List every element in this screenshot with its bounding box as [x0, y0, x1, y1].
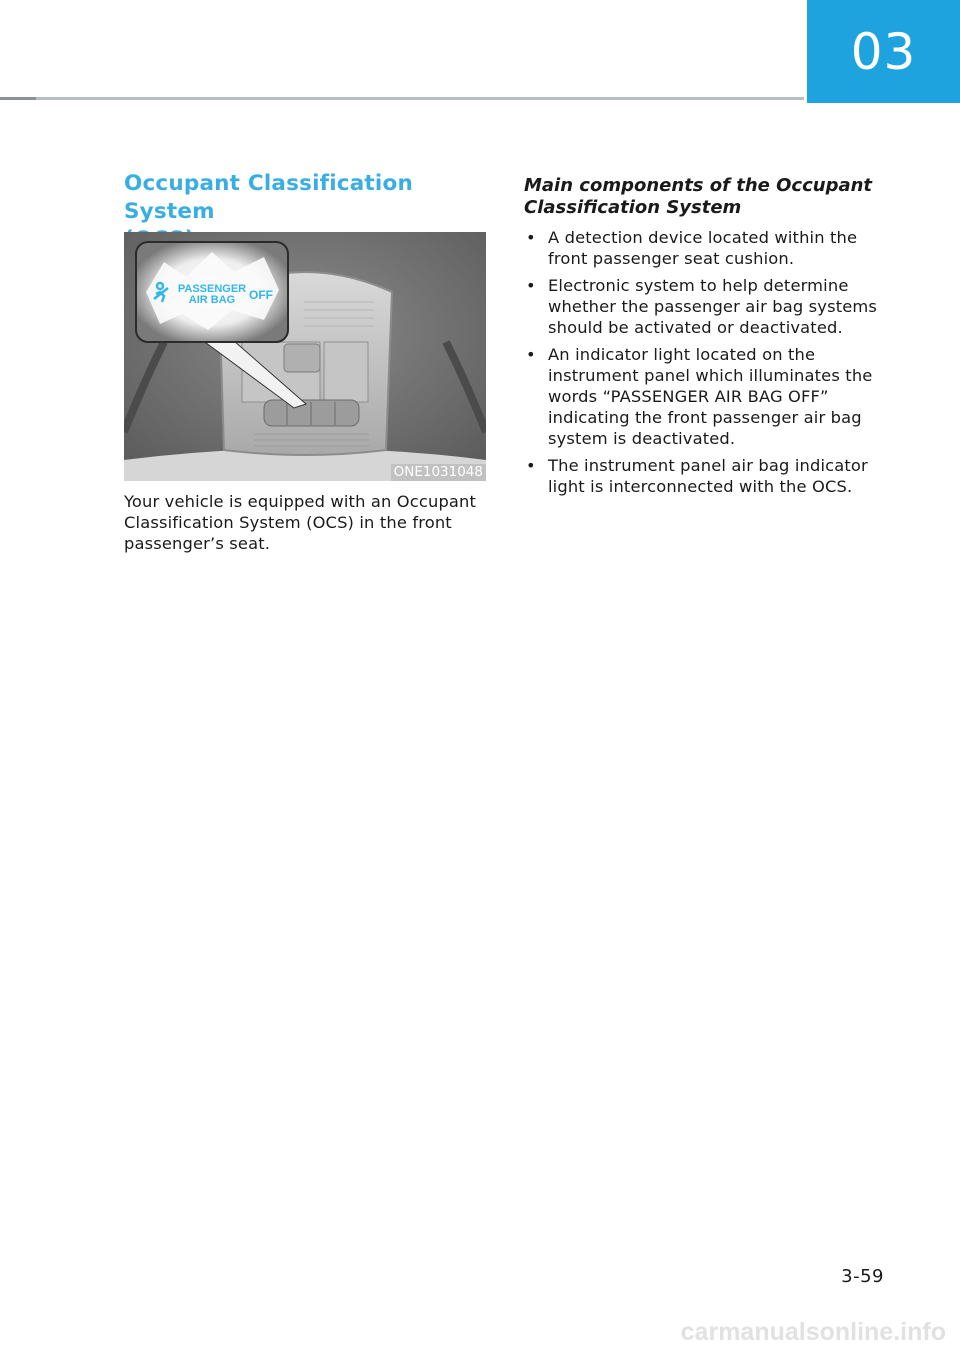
right-column	[524, 175, 894, 503]
indicator-off: OFF	[249, 288, 273, 302]
list-item	[524, 344, 894, 449]
bullet-icon: •	[526, 228, 536, 247]
components-title-line2: Classification System	[524, 197, 742, 218]
header-rule-accent	[0, 97, 36, 100]
bullet-icon: •	[526, 456, 536, 475]
list-item	[524, 455, 894, 497]
section-title-line1: Occupant Classification System	[124, 171, 413, 224]
list-item	[524, 227, 894, 269]
page-number: 3-59	[841, 1266, 884, 1287]
bullet-icon: •	[526, 276, 536, 295]
watermark: carmanualsonline.info	[680, 1318, 946, 1346]
ocs-figure	[124, 232, 486, 481]
list-item	[524, 275, 894, 338]
list-item-text: The instrument panel air bag indicator light is interconnected with the OCS.	[548, 456, 868, 496]
overhead-console-illustration	[124, 232, 486, 481]
indicator-line2: AIR BAG	[188, 294, 236, 306]
chapter-tab	[807, 0, 960, 103]
bullet-icon: •	[526, 345, 536, 364]
components-list	[524, 227, 894, 497]
indicator-passenger-airbag-text	[172, 284, 252, 306]
list-item-text: Electronic system to help determine whether the passenger air bag systems should be activated or deactivated.	[548, 276, 878, 337]
intro-paragraph: Your vehicle is equipped with an Occupant Classification System (OCS) in the front passenger’s seat.	[124, 492, 477, 553]
indicator-line1: PASSENGER	[177, 283, 247, 295]
indicator-off-text	[246, 289, 276, 301]
chapter-number: 03	[850, 22, 917, 81]
components-title-line1: Main components of the Occupant	[524, 175, 873, 196]
list-item-text: A detection device located within the front passenger seat cushion.	[548, 228, 858, 268]
figure-caption: ONE1031048	[391, 464, 486, 481]
components-title	[524, 175, 894, 219]
list-item-text: An indicator light located on the instrument panel which illuminates the words “PASSENGER AIR BAG OFF” indicating the front passenger air bag system is deactivated.	[548, 345, 873, 448]
header-rule	[0, 97, 804, 100]
